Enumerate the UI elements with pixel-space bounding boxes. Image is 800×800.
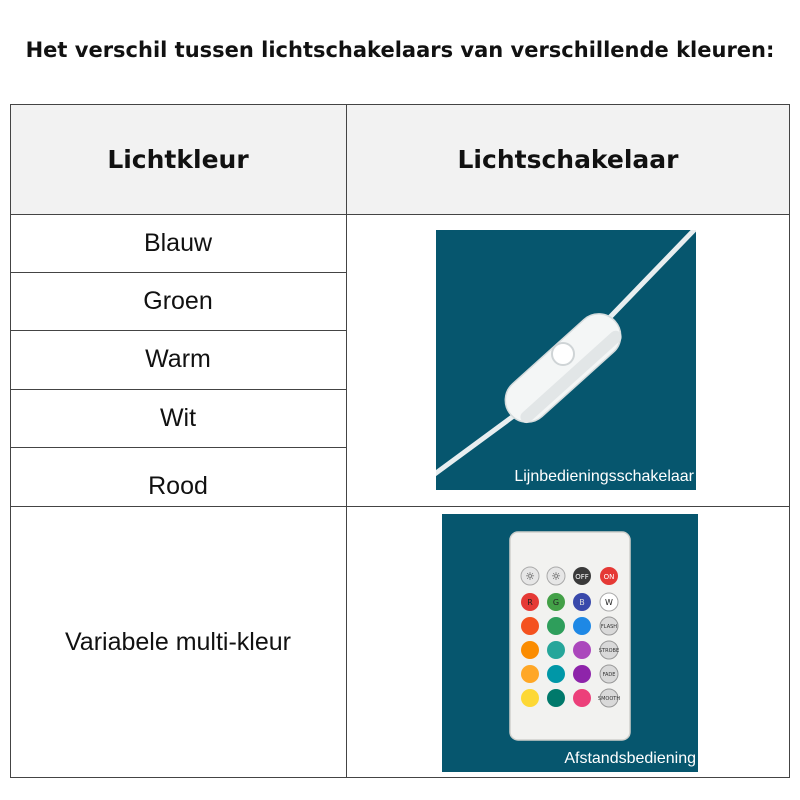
header-light-switch: Lichtschakelaar [457, 144, 679, 174]
remote-off-label: OFF [575, 573, 589, 581]
remote-bright-up-label: ☼ [525, 570, 535, 583]
table-border-bottom [10, 777, 790, 778]
row-divider [10, 272, 346, 273]
remote-smooth-label: SMOOTH [597, 696, 621, 702]
row-divider [10, 330, 346, 331]
remote-on-label: ON [603, 573, 615, 581]
color-multi: Variabele multi-kleur [64, 627, 291, 656]
page-title: Het verschil tussen lichtschakelaars van verschillende kleuren: [25, 38, 775, 62]
inline-switch-illustration [436, 230, 696, 490]
remote-control-photo [442, 514, 698, 772]
table-border-top [10, 104, 790, 105]
row-divider [10, 389, 346, 390]
comparison-table [10, 104, 790, 778]
row-divider [10, 447, 346, 448]
color-green: Groen [143, 286, 213, 315]
table-column-divider [346, 104, 347, 778]
table-header-divider [10, 214, 790, 215]
remote-g-label: G [552, 598, 560, 607]
table-border-right [789, 104, 790, 778]
remote-strobe-label: STROBE [598, 648, 620, 654]
remote-fade-label: FADE [602, 672, 616, 678]
remote-b-label: B [579, 598, 585, 607]
table-border-left [10, 104, 11, 778]
inline-switch-photo [436, 230, 696, 490]
remote-bright-down-label: ☼ [551, 570, 561, 583]
color-blue: Blauw [143, 228, 213, 257]
inline-switch-caption: Lijnbedieningsschakelaar [514, 468, 694, 485]
color-warm: Warm [145, 344, 211, 373]
color-red: Rood [148, 471, 208, 500]
color-white: Wit [159, 403, 197, 432]
remote-flash-label: FLASH [600, 624, 618, 630]
remote-r-label: R [527, 598, 533, 607]
row-divider [10, 506, 790, 507]
remote-control-illustration [442, 514, 698, 772]
remote-w-label: W [605, 598, 613, 607]
remote-control-caption: Afstandsbediening [564, 750, 696, 767]
header-light-color: Lichtkleur [107, 144, 249, 174]
